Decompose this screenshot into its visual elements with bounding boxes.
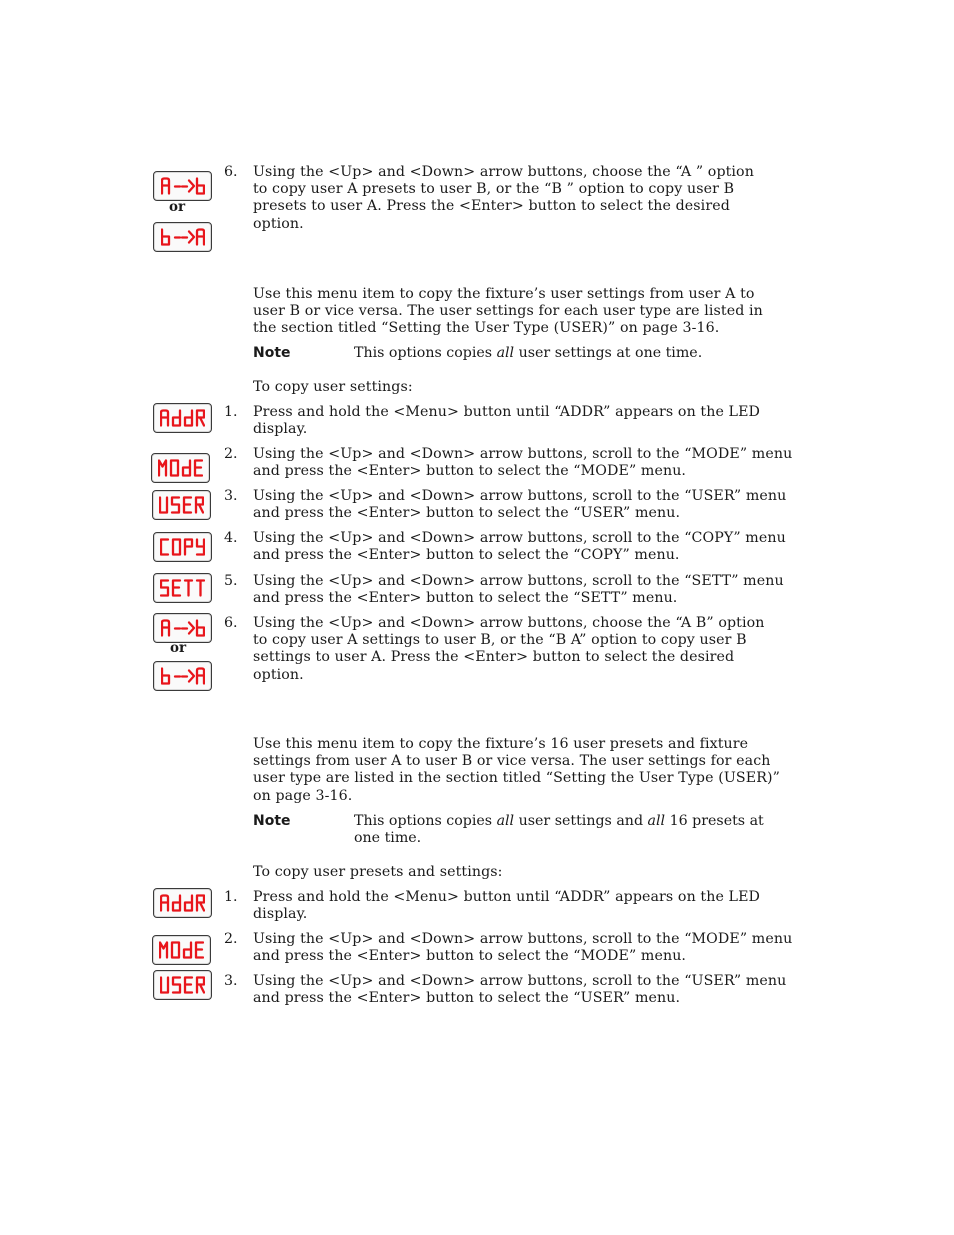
led-segment-glyph: [162, 230, 169, 245]
led-readout: [160, 409, 205, 427]
note-text: [354, 345, 759, 362]
led-display-sett: [153, 573, 212, 603]
led-segment-glyph: [185, 978, 192, 993]
step-line: and press the <Enter> button to select the “MODE” menu.: [253, 948, 687, 965]
intro-line: user type are listed in the section titled “Setting the User Type (USER)”: [253, 770, 780, 787]
led-display-addr: [153, 403, 212, 433]
led-readout: [160, 538, 205, 556]
step-number: 5.: [224, 573, 238, 589]
note-label: Note: [253, 345, 291, 361]
led-segment-glyph: [183, 461, 190, 476]
procedure-lead: To copy user settings:: [253, 379, 413, 395]
led-display-user: [153, 970, 212, 1000]
note-text-part: This options copies: [354, 813, 497, 829]
note-text: [354, 813, 764, 847]
led-segment-glyph: [160, 498, 167, 513]
led-readout: [161, 667, 205, 685]
step-line: Using the <Up> and <Down> arrow buttons, scroll to the “SETT” menu: [253, 573, 784, 589]
step-line: option.: [253, 215, 304, 232]
intro-line: user B or vice versa. The user settings for each user type are listed in: [253, 303, 763, 320]
led-segment-glyph: [197, 669, 204, 684]
step-line: settings to user A. Press the <Enter> button to select the desired: [253, 649, 735, 666]
step-number: 3.: [224, 973, 238, 989]
led-display-b-to-a: [153, 661, 212, 691]
led-segment-glyph: [197, 581, 204, 596]
led-segment-glyph: [197, 179, 204, 194]
led-segment-glyph: [172, 498, 179, 513]
led-display-a-to-b: [153, 613, 212, 643]
led-display-copy: [153, 532, 212, 562]
led-segment-glyph: [160, 943, 167, 958]
led-segment-glyph: [189, 181, 194, 192]
step-number: 2.: [224, 446, 238, 462]
step-text: [253, 615, 765, 684]
intro-line: the section titled “Setting the User Type (USER)” on page 3-16.: [253, 320, 720, 337]
note-text-part: one time.: [354, 830, 422, 847]
led-segment-glyph: [173, 581, 180, 596]
led-segment-glyph: [196, 498, 203, 513]
led-readout: [160, 976, 205, 994]
led-readout: [161, 177, 205, 195]
step-line: display.: [253, 421, 308, 438]
step-line: Using the <Up> and <Down> arrow buttons, scroll to the “USER” menu: [253, 488, 787, 504]
step-line: presets to user A. Press the <Enter> button to select the desired: [253, 198, 730, 215]
led-segment-glyph: [162, 669, 169, 684]
led-segment-glyph: [159, 461, 166, 476]
led-segment-glyph: [161, 581, 168, 596]
step-number: 6.: [224, 164, 238, 180]
note-emphasis: all: [496, 345, 515, 361]
led-segment-glyph: [196, 943, 203, 958]
led-segment-glyph: [161, 540, 168, 555]
led-segment-glyph: [173, 540, 180, 555]
step-text: [253, 573, 784, 607]
step-number: 1.: [224, 889, 238, 905]
step-line: Using the <Up> and <Down> arrow buttons, choose the “A B” option: [253, 615, 765, 631]
led-segment-glyph: [197, 896, 204, 911]
led-segment-glyph: [197, 978, 204, 993]
led-segment-glyph: [173, 411, 180, 426]
led-display-addr: [153, 888, 212, 918]
led-display-mode: [152, 935, 211, 965]
step-text: [253, 889, 761, 923]
intro-line: on page 3-16.: [253, 787, 353, 804]
step-text: [253, 931, 793, 965]
step-text: [253, 973, 787, 1007]
led-segment-glyph: [195, 461, 202, 476]
section-intro: [253, 736, 780, 805]
note-text-part: user settings at one time.: [514, 345, 703, 361]
led-readout: [158, 459, 203, 477]
step-line: and press the <Enter> button to select the “USER” menu.: [253, 505, 681, 522]
note-emphasis: all: [647, 813, 666, 829]
led-segment-glyph: [171, 461, 178, 476]
note-emphasis: all: [496, 813, 515, 829]
step-line: Using the <Up> and <Down> arrow buttons, scroll to the “MODE” menu: [253, 931, 793, 947]
section-intro: [253, 286, 763, 338]
led-segment-glyph: [185, 540, 192, 555]
step-text: [253, 530, 786, 564]
intro-line: settings from user A to user B or vice versa. The user settings for each: [253, 753, 771, 770]
led-display-user: [152, 490, 211, 520]
led-segment-glyph: [162, 179, 169, 194]
step-line: to copy user A presets to user B, or the “B ” option to copy user B: [253, 181, 735, 198]
led-segment-glyph: [161, 411, 168, 426]
led-segment-glyph: [184, 498, 191, 513]
led-readout: [161, 228, 205, 246]
led-segment-glyph: [197, 621, 204, 636]
led-readout: [161, 619, 205, 637]
note-text-part: This options copies: [354, 345, 497, 361]
note-label: Note: [253, 813, 291, 829]
led-segment-glyph: [189, 623, 194, 634]
step-line: to copy user A settings to user B, or the “B A” option to copy user B: [253, 632, 747, 649]
step-number: 1.: [224, 404, 238, 420]
note-text-part: 16 presets at: [665, 813, 764, 829]
step-text: [253, 164, 758, 233]
step-text: [253, 404, 761, 438]
or-label: or: [170, 640, 187, 656]
step-number: 4.: [224, 530, 238, 546]
led-readout: [159, 496, 204, 514]
step-number: 2.: [224, 931, 238, 947]
led-segment-glyph: [173, 978, 180, 993]
procedure-lead: To copy user presets and settings:: [253, 864, 503, 880]
led-display-a-to-b: [153, 171, 212, 201]
intro-line: Use this menu item to copy the fixture’s 16 user presets and fixture: [253, 736, 749, 752]
led-segment-glyph: [162, 621, 169, 636]
led-segment-glyph: [161, 896, 168, 911]
led-segment-glyph: [184, 943, 191, 958]
step-number: 6.: [224, 615, 238, 631]
step-text: [253, 446, 793, 480]
step-line: option.: [253, 666, 304, 683]
led-segment-glyph: [197, 411, 204, 426]
step-line: Using the <Up> and <Down> arrow buttons, scroll to the “USER” menu: [253, 973, 787, 989]
step-line: Using the <Up> and <Down> arrow buttons, scroll to the “COPY” menu: [253, 530, 786, 546]
led-segment-glyph: [189, 671, 194, 682]
led-segment-glyph: [173, 896, 180, 911]
step-line: display.: [253, 906, 308, 923]
led-display-mode: [151, 453, 210, 483]
led-segment-glyph: [185, 411, 192, 426]
led-segment-glyph: [172, 943, 179, 958]
led-segment-glyph: [185, 896, 192, 911]
step-line: Press and hold the <Menu> button until “ADDR” appears on the LED: [253, 889, 761, 905]
led-segment-glyph: [197, 540, 204, 555]
step-number: 3.: [224, 488, 238, 504]
led-display-b-to-a: [153, 222, 212, 252]
step-line: and press the <Enter> button to select the “USER” menu.: [253, 990, 681, 1007]
step-line: and press the <Enter> button to select the “MODE” menu.: [253, 463, 687, 480]
step-line: and press the <Enter> button to select the “SETT” menu.: [253, 590, 678, 607]
led-segment-glyph: [161, 978, 168, 993]
led-segment-glyph: [189, 232, 194, 243]
step-line: Using the <Up> and <Down> arrow buttons, choose the “A ” option: [253, 164, 754, 180]
step-line: Press and hold the <Menu> button until “ADDR” appears on the LED: [253, 404, 761, 420]
led-readout: [160, 894, 205, 912]
intro-line: Use this menu item to copy the fixture’s user settings from user A to: [253, 286, 755, 302]
step-line: Using the <Up> and <Down> arrow buttons, scroll to the “MODE” menu: [253, 446, 793, 462]
step-line: and press the <Enter> button to select the “COPY” menu.: [253, 547, 680, 564]
step-text: [253, 488, 787, 522]
led-segment-glyph: [185, 581, 192, 596]
led-readout: [159, 941, 204, 959]
led-segment-glyph: [197, 230, 204, 245]
led-readout: [160, 579, 205, 597]
note-text-part: user settings and: [514, 813, 648, 829]
or-label: or: [169, 199, 186, 215]
